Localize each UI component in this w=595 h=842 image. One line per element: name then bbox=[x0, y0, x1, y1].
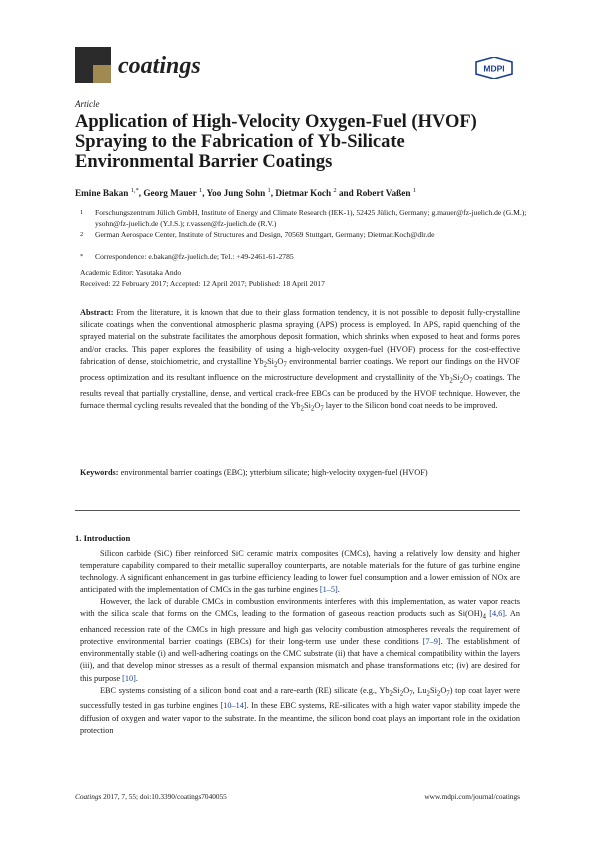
affiliation-mark: 2 bbox=[80, 231, 84, 238]
body-text bbox=[80, 548, 520, 737]
abstract-text: layer to the Silicon bond coat needs to be improved. bbox=[323, 400, 498, 410]
footer-doi: 2017, 7, 55; doi:10.3390/coatings7040055 bbox=[101, 792, 227, 801]
abstract bbox=[80, 307, 520, 416]
affiliation-text: Forschungszentrum Jülich GmbH, Institute of Energy and Climate Research (IEK-1), 52425 Jülich, Germany; g.mauer@fz-juelich.de (G.M.); ysohn@fz-juelich.de (Y.J.S.); r.vassen@fz-juelich.de (R.V.) bbox=[95, 208, 527, 228]
footer-journal: Coatings bbox=[75, 792, 102, 801]
logo-square bbox=[93, 47, 111, 65]
divider bbox=[75, 510, 520, 511]
keywords bbox=[80, 467, 520, 479]
mdpi-logo-text: MDPI bbox=[483, 63, 505, 74]
author-name: Robert Vaßen bbox=[356, 188, 411, 199]
author-affil: 1 bbox=[267, 187, 271, 194]
citation-link[interactable]: [10–14] bbox=[220, 701, 247, 711]
journal-logo bbox=[75, 47, 111, 83]
section-heading: 1. Introduction bbox=[75, 533, 131, 543]
formula: $Lu_2Si_2O_7$ bbox=[417, 685, 450, 698]
author-affil: 1,* bbox=[130, 187, 139, 194]
paragraph: However, the lack of durable CMCs in combustion environments interferes with this implementation, as water vapor reacts with the silica scale that forms on the CMCs, leading to the formation of gaseous reaction products such as $Si(OH)_4$ [4,6]. An enhanced recession rate of the CMCs in high pressure and high gas velocity combustion atmospheres reveals the requirement of protective environmental barrier coatings (EBCs) for their long-term use under these conditions [7–9]. The establishment of environmentally stable (i) and well-adhering coatings on the CMC substrate (ii) that have a chemical compatibility within the layers (iii), and that develop minor stresses as a result of thermal expansion mismatch and phase transformations etc; (iv) are desired for this purpose [10]. bbox=[80, 597, 521, 683]
mdpi-logo bbox=[474, 57, 514, 79]
author-affil: 1 bbox=[412, 187, 416, 194]
abstract-text: From the literature, it is known that due to their glass formation tendency, it is not possible to deposit fully-crystalline silicate coatings when the conventional atmospheric plasma spraying (APS) process is employed. In APS, rapid quenching of the sprayed material on the substrate facilitates the amorphous deposit formation, which shrinks when exposed to heat and forms pores and/or cracks. This paper explores the feasibility of using a high-velocity oxygen-fuel (HVOF) process for the cost-effective fabrication of dense, stoichiometric, and crystalline bbox=[80, 308, 520, 366]
citation-link[interactable]: [10] bbox=[122, 673, 136, 683]
keywords-text: environmental barrier coatings (EBC); ytterbium silicate; high-velocity oxygen-fuel (HVOF) bbox=[120, 468, 428, 477]
author-name: Dietmar Koch bbox=[275, 188, 332, 199]
paragraph: EBC systems consisting of a silicon bond coat and a rare-earth (RE) silicate (e.g., $Yb_2Si_2O_7$, $Lu_2Si_2O_7$) top coat layer were successfully tested in gas turbine engines [10–14]. In these EBC systems, RE-silicates with a high water vapor stability impede the diffusion of oxygen and water vapor to the substrate. In the meantime, the silicon bond coat plays an important role in the oxidation protection bbox=[80, 685, 520, 735]
author-affil: 1 bbox=[199, 187, 203, 194]
affiliation bbox=[75, 229, 535, 251]
article-title: Application of High-Velocity Oxygen-Fuel (HVOF) Spraying to the Fabrication of Yb-Silicate Environmental Barrier Coatings bbox=[75, 112, 477, 172]
citation-link[interactable]: [7–9] bbox=[422, 637, 441, 647]
footer-citation bbox=[75, 792, 227, 801]
affiliation bbox=[75, 207, 535, 229]
author-list: Emine Bakan $^{1,*}$, Georg Mauer $^1$, Yoo Jung Sohn $^1$, Dietmar Koch $^2$ and Robert Vaßen $^1$ bbox=[75, 187, 416, 199]
logo-square bbox=[75, 65, 93, 83]
abstract-text: environmental barrier coatings. We report our findings on the HVOF process optimization and its resultant influence on the microstructure development and crystallinity of the bbox=[80, 356, 520, 382]
paragraph: Silicon carbide (SiC) fiber reinforced SiC ceramic matrix composites (CMCs), having a relatively low density and higher temperature capability compared to their metallic superalloy counterparts, are notable materials for the future of gas turbine engine technology. A significant enhancement in gas turbine efficiency leading to lower fuel consumption and a lower emission of NOx are anticipated with the implementation of CMCs in the gas turbine engines [1–5]. bbox=[80, 549, 520, 595]
correspondence bbox=[75, 251, 535, 262]
logo-square-accent bbox=[93, 65, 111, 83]
citation-link[interactable]: [4,6] bbox=[489, 609, 506, 619]
footer-url[interactable]: www.mdpi.com/journal/coatings bbox=[424, 792, 520, 801]
publication-dates: Received: 22 February 2017; Accepted: 12 April 2017; Published: 18 April 2017 bbox=[80, 279, 325, 288]
correspondence-text: Correspondence: e.bakan@fz-juelich.de; Tel.: +49-2461-61-2785 bbox=[95, 252, 294, 261]
abstract-label: Abstract: bbox=[80, 308, 114, 317]
author-name: Georg Mauer bbox=[143, 188, 197, 199]
author-name: Yoo Jung Sohn bbox=[206, 188, 266, 199]
formula: $Yb_2Si_2O_7$ bbox=[290, 400, 324, 413]
citation-link[interactable]: [1–5] bbox=[319, 585, 338, 595]
formula: $Yb_2Si_2O_7$ bbox=[379, 685, 413, 698]
abstract-text: coatings. The results reveal that partially crystalline, dense, and vertical crack-free EBCs can be produced by the HVOF technique. However, the furnace thermal cycling results revealed that the bonding of the bbox=[80, 372, 520, 410]
affiliation-text: German Aerospace Center, Institute of Structures and Design, 70569 Stuttgart, Germany; Dietmar.Koch@dlr.de bbox=[95, 230, 435, 239]
author-name: Emine Bakan bbox=[75, 188, 129, 199]
author-affil: 2 bbox=[333, 187, 337, 194]
logo-square bbox=[75, 47, 93, 65]
article-type: Article bbox=[75, 99, 100, 109]
formula: $Yb_2Si_2O_7$ bbox=[253, 356, 287, 369]
journal-name: coatings bbox=[118, 53, 201, 79]
keywords-label: Keywords: bbox=[80, 468, 119, 477]
formula: $Yb_2Si_2O_7$ bbox=[439, 372, 473, 385]
affiliation-mark: * bbox=[80, 253, 84, 260]
affiliation-mark: 1 bbox=[80, 209, 84, 216]
academic-editor: Academic Editor: Yasutaka Ando bbox=[80, 268, 182, 277]
